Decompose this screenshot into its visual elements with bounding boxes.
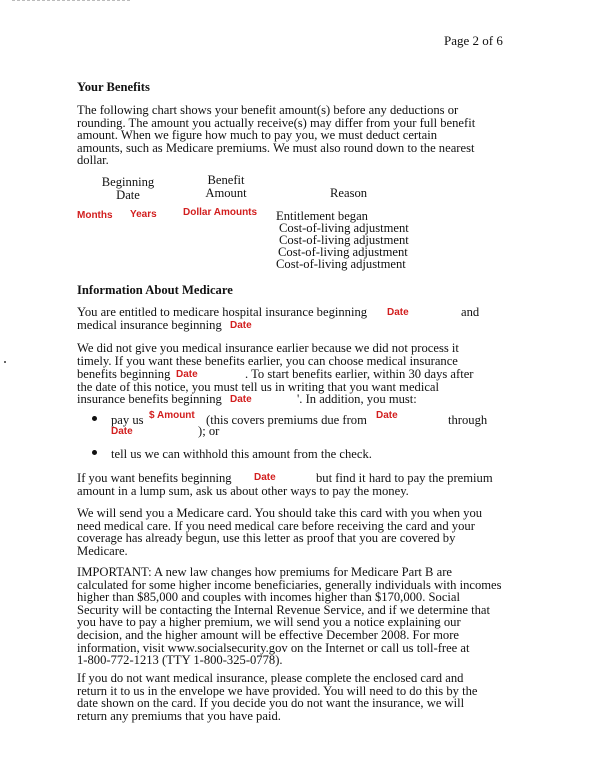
earlier-line3a: benefits beginning — [77, 367, 171, 381]
column-header-benefit-amount — [196, 174, 256, 199]
column-header-line: Date — [116, 187, 140, 202]
field-hospital-date: Date — [387, 307, 409, 318]
important-line: information, visit www.socialsecurity.gov on the Internet or call us toll-free at — [77, 640, 470, 655]
want-line1a: If you want benefits beginning — [77, 471, 232, 485]
bullet1-covers: (this covers premiums due from — [206, 413, 367, 427]
important-line: calculated for some higher income beneficiaries, generally individuals with incomes — [77, 577, 502, 592]
reason-item: Entitlement began — [276, 209, 368, 223]
important-line: you have to pay a higher premium, we will send you a notice explaining our — [77, 615, 461, 630]
closing-line: return it to us in the envelope we have provided. You will need to do this by the — [77, 683, 478, 698]
card-line: We will send you a Medicare card. You should take this card with you when you — [77, 506, 483, 520]
reason-item: Cost-of-living adjustment — [276, 257, 406, 271]
earlier-paragraph — [77, 342, 459, 367]
important-line: Security will be contacting the Internal Revenue Service, and if we determine that — [77, 602, 490, 617]
field-months: Months — [77, 210, 113, 221]
column-header-line: Amount — [205, 185, 247, 200]
scan-artifact-dot — [4, 361, 6, 363]
card-line: need medical care. If you need medical care before receiving the card and your — [77, 518, 475, 533]
earlier-line: We did not give you medical insurance earlier because we did not process it — [77, 341, 459, 355]
field-want-date: Date — [254, 472, 276, 483]
reason-item: Cost-of-living adjustment — [278, 245, 408, 259]
important-line: decision, and the higher amount will be effective December 2008. For more — [77, 627, 460, 642]
important-paragraph — [77, 566, 502, 667]
benefits-heading: Your Benefits — [77, 80, 150, 94]
card-paragraph — [77, 507, 482, 557]
page-indicator: Page 2 of 6 — [444, 33, 503, 48]
closing-line: date shown on the card. If you decide you do not want the insurance, we will — [77, 696, 465, 711]
earlier-line3b: . To start benefits earlier, within 30 days after — [245, 367, 474, 381]
benefits-intro-line: amount. When we figure how much to pay you, we must deduct certain — [77, 128, 437, 143]
benefits-intro — [77, 104, 475, 167]
column-header-beginning-date — [100, 176, 156, 201]
field-dollar-amounts: Dollar Amounts — [183, 207, 258, 218]
field-through-date: Date — [111, 426, 133, 437]
earlier-line: timely. If you want these benefits earlier, you can choose medical insurance — [77, 353, 458, 368]
medicare-heading: Information About Medicare — [77, 283, 233, 297]
bullet-icon — [92, 416, 97, 421]
scan-artifact-line — [12, 0, 130, 1]
bullet1-or: ); or — [198, 424, 220, 438]
field-years: Years — [130, 209, 157, 220]
field-from-date: Date — [376, 410, 398, 421]
column-header-reason: Reason — [330, 186, 368, 200]
earlier-line5b: '. In addition, you must: — [297, 392, 417, 406]
field-medical-date: Date — [230, 320, 252, 331]
card-line: coverage has already begun, use this letter as proof that you are covered by — [77, 531, 456, 546]
column-header-line: Benefit — [207, 173, 245, 187]
benefits-intro-line: amounts, such as Medicare premiums. We must also round down to the nearest — [77, 140, 475, 155]
earlier-line4: the date of this notice, you must tell us in writing that you want medical — [77, 380, 440, 394]
entitled-and: and — [461, 305, 480, 319]
important-line: 1-800-772-1213 (TTY 1-800-325-0778). — [77, 653, 283, 668]
field-earlier-date: Date — [176, 369, 198, 380]
entitled-line2: medical insurance beginning — [77, 318, 222, 332]
reason-item: Cost-of-living adjustment — [279, 233, 409, 247]
want-line1b: but find it hard to pay the premium — [316, 471, 493, 485]
bullet1-through: through — [448, 413, 488, 427]
bullet2-text: tell us we can withhold this amount from the check. — [111, 447, 372, 461]
field-premium-amount: $ Amount — [149, 410, 195, 421]
benefits-intro-line: The following chart shows your benefit amount(s) before any deductions or — [77, 103, 459, 117]
earlier-line5a: insurance benefits beginning — [77, 392, 222, 406]
reason-item: Cost-of-living adjustment — [279, 221, 409, 235]
important-line: IMPORTANT: A new law changes how premiums for Medicare Part B are — [77, 565, 452, 579]
closing-line: return any premiums that you have paid. — [77, 708, 281, 723]
benefits-intro-line: rounding. The amount you actually receive(s) may differ from your full benefit — [77, 115, 476, 130]
bullet-icon — [92, 450, 97, 455]
closing-line: If you do not want medical insurance, please complete the enclosed card and — [77, 671, 464, 685]
bullet1-pay-us: pay us — [111, 413, 144, 427]
card-line: Medicare. — [77, 543, 128, 558]
benefits-intro-line: dollar. — [77, 153, 109, 168]
entitled-line1: You are entitled to medicare hospital insurance beginning — [77, 305, 368, 319]
field-insurance-date: Date — [230, 394, 252, 405]
want-line2: amount in a lump sum, ask us about other ways to pay the money. — [77, 484, 409, 498]
closing-paragraph — [77, 672, 477, 722]
important-line: higher than $85,000 and couples with incomes higher than $170,000. Social — [77, 590, 460, 605]
column-header-line: Beginning — [101, 175, 155, 189]
